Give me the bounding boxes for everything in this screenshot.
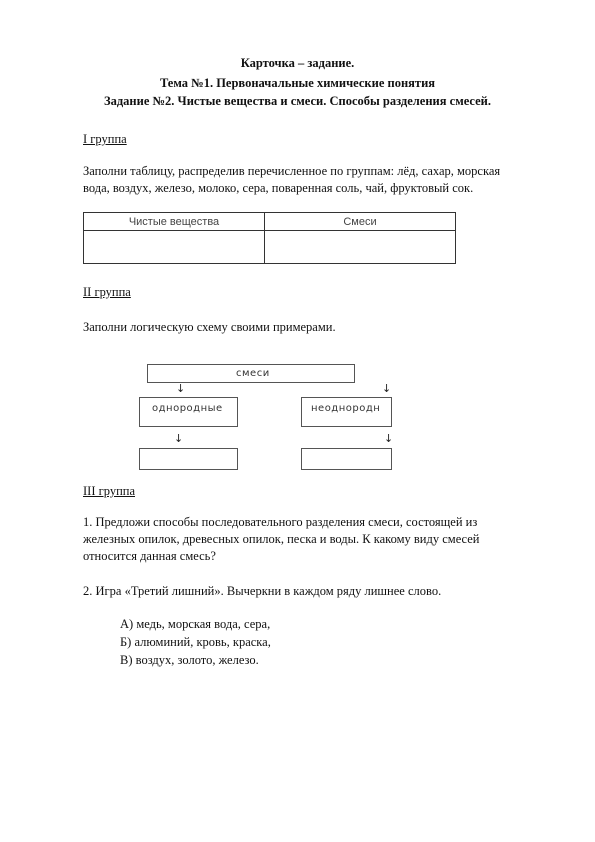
group-1-instruction bbox=[83, 163, 563, 197]
scheme-blank-homogeneous-example[interactable] bbox=[139, 448, 238, 470]
scheme-box-mixtures: смеси bbox=[147, 364, 355, 383]
table-cell-mixtures[interactable] bbox=[265, 231, 456, 264]
arrow-down-icon: ↓ bbox=[382, 382, 392, 395]
group-1-label: I группа bbox=[83, 132, 127, 146]
task-1 bbox=[83, 514, 563, 565]
arrow-down-icon: ↓ bbox=[174, 432, 184, 445]
scheme-blank-heterogeneous-example[interactable] bbox=[301, 448, 392, 470]
group-2-instruction: Заполни логическую схему своими примерами. bbox=[83, 320, 336, 334]
task-1-line-1: 1. Предложи способы последовательного разделения смеси, состоящей из bbox=[83, 515, 478, 529]
arrow-down-icon: ↓ bbox=[384, 432, 394, 445]
scheme-box-homogeneous: однородные bbox=[139, 397, 238, 427]
group-3-label: III группа bbox=[83, 484, 136, 498]
group-2-label: II группа bbox=[83, 285, 131, 299]
task-1-line-2: железных опилок, древесных опилок, песка и воды. К какому виду смесей bbox=[83, 532, 480, 546]
option-a: А) медь, морская вода, сера, bbox=[120, 617, 271, 631]
card-title: Карточка – задание. bbox=[240, 56, 355, 70]
option-c: В) воздух, золото, железо. bbox=[120, 653, 259, 667]
scheme-box-heterogeneous: неоднородн bbox=[301, 397, 392, 427]
option-b: Б) алюминий, кровь, краска, bbox=[120, 635, 271, 649]
group-1-instruction-line-2: вода, воздух, железо, молоко, сера, поваренная соль, чай, фруктовый сок. bbox=[83, 181, 474, 195]
group-1-instruction-line-1: Заполни таблицу, распределив перечисленное по группам: лёд, сахар, морская bbox=[83, 164, 501, 178]
table-header-pure-substances: Чистые вещества bbox=[84, 213, 265, 231]
task-title: Задание №2. Чистые вещества и смеси. Способы разделения смесей. bbox=[104, 94, 491, 108]
arrow-down-icon: ↓ bbox=[176, 382, 186, 395]
table-cell-pure-substances[interactable] bbox=[84, 231, 265, 264]
task-1-line-3: относится данная смесь? bbox=[83, 549, 216, 563]
classification-table bbox=[83, 212, 456, 264]
task-2: 2. Игра «Третий лишний». Вычеркни в каждом ряду лишнее слово. bbox=[83, 584, 442, 598]
table-header-mixtures: Смеси bbox=[265, 213, 456, 231]
topic-title: Тема №1. Первоначальные химические понятия bbox=[159, 76, 436, 90]
